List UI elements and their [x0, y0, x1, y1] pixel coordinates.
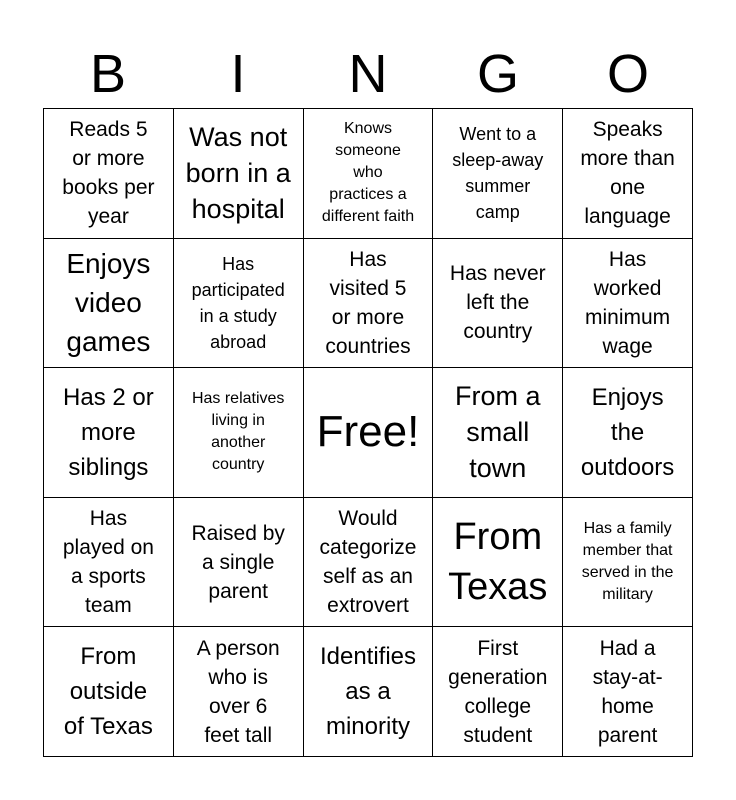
bingo-cell[interactable] — [174, 498, 304, 628]
bingo-cell-text: Has relatives living in another country — [191, 390, 285, 474]
bingo-cell[interactable] — [44, 627, 174, 757]
header-letter-b: B — [89, 44, 127, 104]
bingo-cell-text: Has never left the country — [449, 262, 546, 344]
bingo-cell-text: Raised by a single parent — [191, 521, 285, 603]
bingo-cell[interactable] — [304, 498, 434, 628]
bingo-cell-text: Went to a sleep-away summer camp — [452, 124, 544, 223]
bingo-cell-text: From a small town — [455, 381, 541, 484]
header-letter-o: O — [606, 44, 649, 104]
bingo-cell[interactable] — [563, 239, 693, 369]
bingo-cell[interactable] — [44, 239, 174, 369]
bingo-cell-text: Has a family member that served in the military — [581, 520, 674, 604]
bingo-cell-text: Knows someone who practices a different faith — [321, 120, 415, 226]
bingo-cell-text: Reads 5 or more books per year — [62, 118, 155, 229]
bingo-cell-text: Has worked minimum wage — [585, 247, 671, 358]
bingo-cell-text: Has played on a sports team — [62, 507, 154, 618]
bingo-header — [43, 40, 693, 108]
bingo-cell-text: First generation college student — [448, 636, 548, 747]
bingo-cell[interactable] — [44, 498, 174, 628]
bingo-cell[interactable] — [433, 239, 563, 369]
bingo-cell[interactable] — [563, 627, 693, 757]
header-letter-i: I — [230, 44, 246, 104]
header-letter-g: G — [476, 44, 519, 104]
bingo-cell[interactable] — [304, 109, 434, 239]
bingo-cell-text: Identifies as a minority — [319, 643, 417, 741]
bingo-board — [43, 108, 693, 757]
bingo-cell[interactable] — [433, 109, 563, 239]
bingo-cell[interactable] — [563, 109, 693, 239]
bingo-cell[interactable] — [174, 239, 304, 369]
header-letter-n: N — [348, 44, 388, 104]
bingo-cell[interactable] — [174, 368, 304, 498]
bingo-cell[interactable] — [304, 627, 434, 757]
bingo-cell[interactable] — [174, 627, 304, 757]
bingo-cell-text: From Texas — [448, 516, 548, 609]
bingo-cell[interactable] — [174, 109, 304, 239]
bingo-cell-text: Has participated in a study abroad — [191, 253, 285, 352]
bingo-cell-text: Had a stay-at- home parent — [592, 636, 663, 747]
bingo-cell-text: Enjoys the outdoors — [580, 383, 675, 481]
bingo-cell[interactable] — [44, 109, 174, 239]
bingo-cell-text: Has visited 5 or more countries — [325, 247, 411, 358]
bingo-cell-text: Has 2 or more siblings — [63, 383, 154, 481]
free-space[interactable] — [304, 368, 434, 498]
bingo-cell-text: Enjoys video games — [66, 248, 151, 358]
bingo-cell[interactable] — [304, 239, 434, 369]
bingo-cell[interactable] — [433, 368, 563, 498]
bingo-cell-text: A person who is over 6 feet tall — [196, 636, 280, 747]
bingo-cell-text: From outside of Texas — [63, 643, 153, 741]
free-space-text: Free! — [316, 407, 420, 457]
bingo-cell-text: Was not born in a hospital — [185, 122, 291, 225]
bingo-cell-text: Speaks more than one language — [580, 118, 675, 229]
bingo-cell[interactable] — [563, 498, 693, 628]
bingo-cell[interactable] — [44, 368, 174, 498]
bingo-cell[interactable] — [563, 368, 693, 498]
bingo-cell[interactable] — [433, 627, 563, 757]
bingo-cell[interactable] — [433, 498, 563, 628]
bingo-cell-text: Would categorize self as an extrovert — [319, 507, 417, 618]
